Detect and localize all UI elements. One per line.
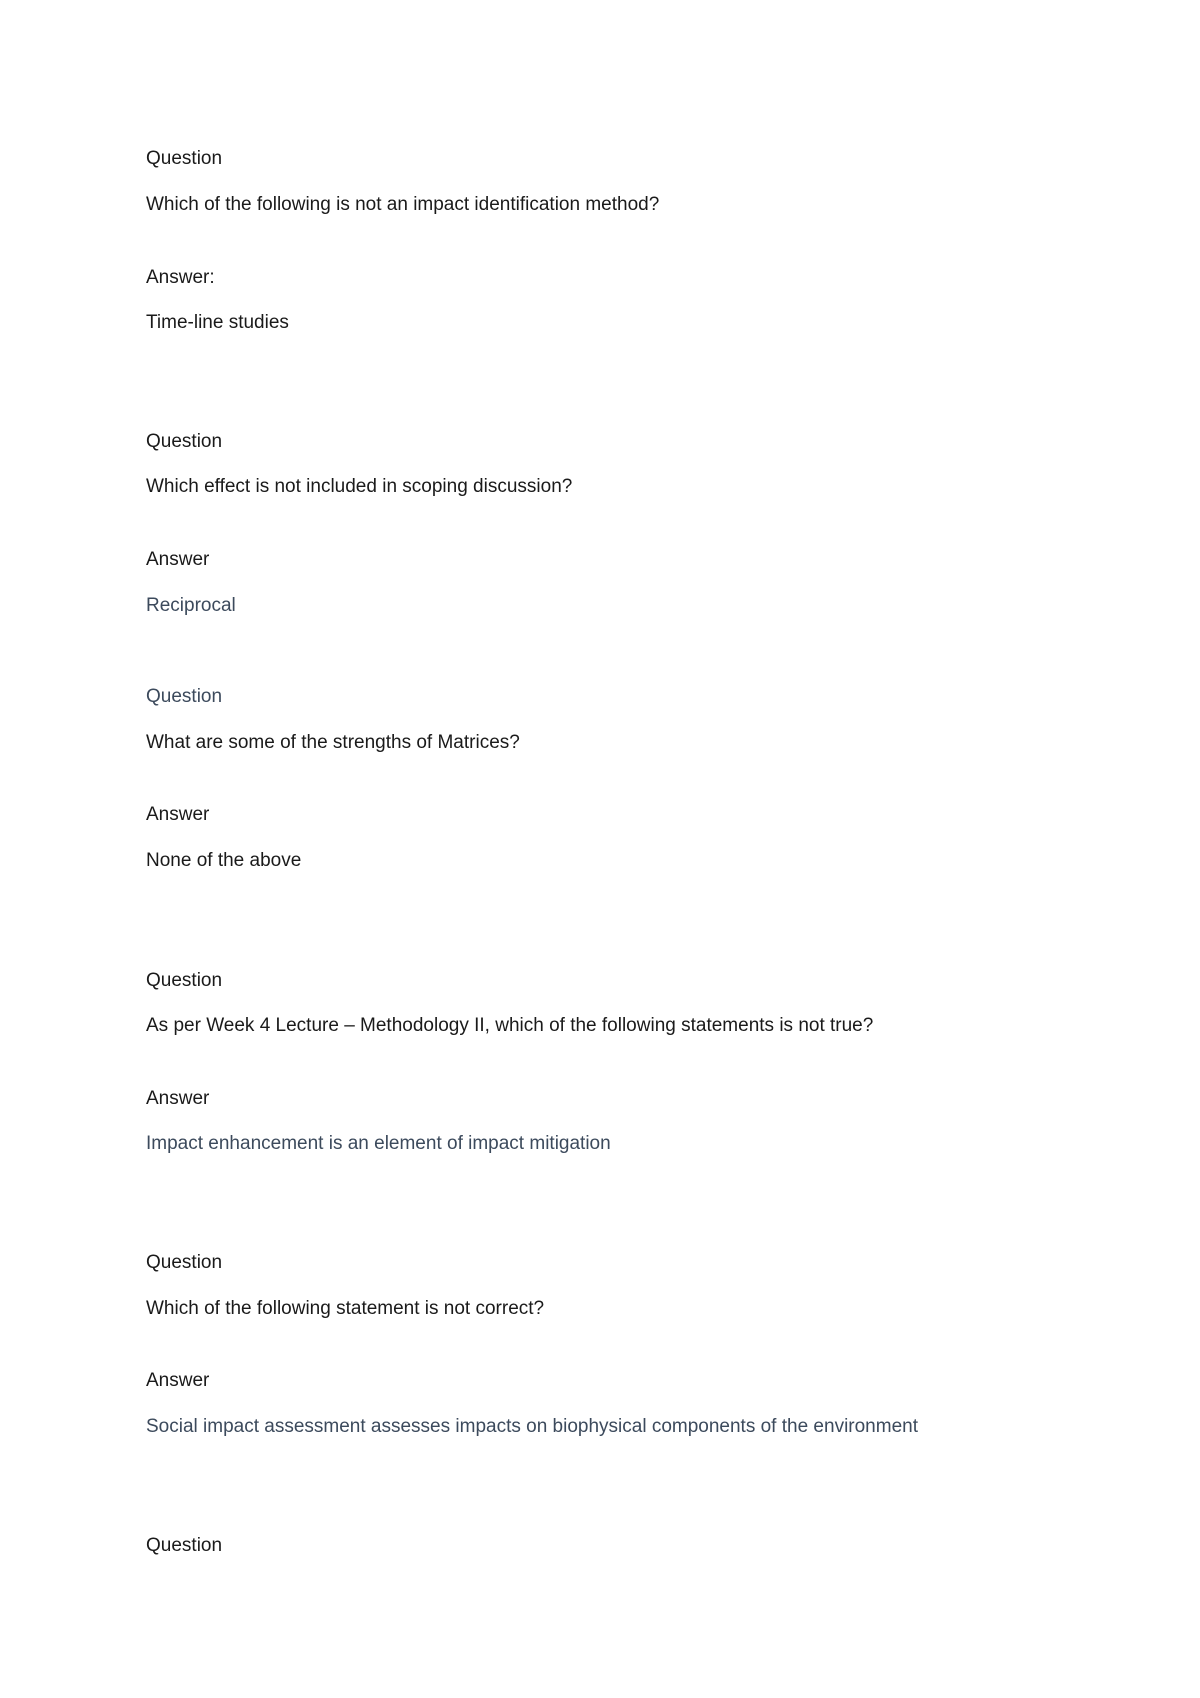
question-text-4: As per Week 4 Lecture – Methodology II, which of the following statements is not true? bbox=[146, 1015, 874, 1036]
question-text-3: What are some of the strengths of Matrices? bbox=[146, 732, 520, 753]
question-label-4: Question bbox=[146, 970, 223, 991]
question-text-1: Which of the following is not an impact identification method? bbox=[146, 194, 660, 215]
answer-label-1: Answer: bbox=[146, 267, 215, 288]
question-label-1: Question bbox=[146, 148, 223, 169]
answer-text-5: Social impact assessment assesses impacts on biophysical components of the environment bbox=[146, 1416, 918, 1437]
answer-label-3: Answer bbox=[146, 804, 210, 825]
answer-text-1: Time-line studies bbox=[146, 312, 289, 333]
answer-text-3: None of the above bbox=[146, 850, 302, 871]
question-label-3: Question bbox=[146, 686, 223, 707]
answer-label-4: Answer bbox=[146, 1088, 210, 1109]
answer-label-5: Answer bbox=[146, 1370, 210, 1391]
question-label-2: Question bbox=[146, 431, 223, 452]
question-text-2: Which effect is not included in scoping discussion? bbox=[146, 476, 573, 497]
question-label-5: Question bbox=[146, 1252, 223, 1273]
question-text-5: Which of the following statement is not correct? bbox=[146, 1298, 545, 1319]
question-label-6: Question bbox=[146, 1535, 223, 1556]
answer-text-4: Impact enhancement is an element of impact mitigation bbox=[146, 1133, 611, 1154]
answer-text-2: Reciprocal bbox=[146, 595, 236, 616]
answer-label-2: Answer bbox=[146, 549, 210, 570]
